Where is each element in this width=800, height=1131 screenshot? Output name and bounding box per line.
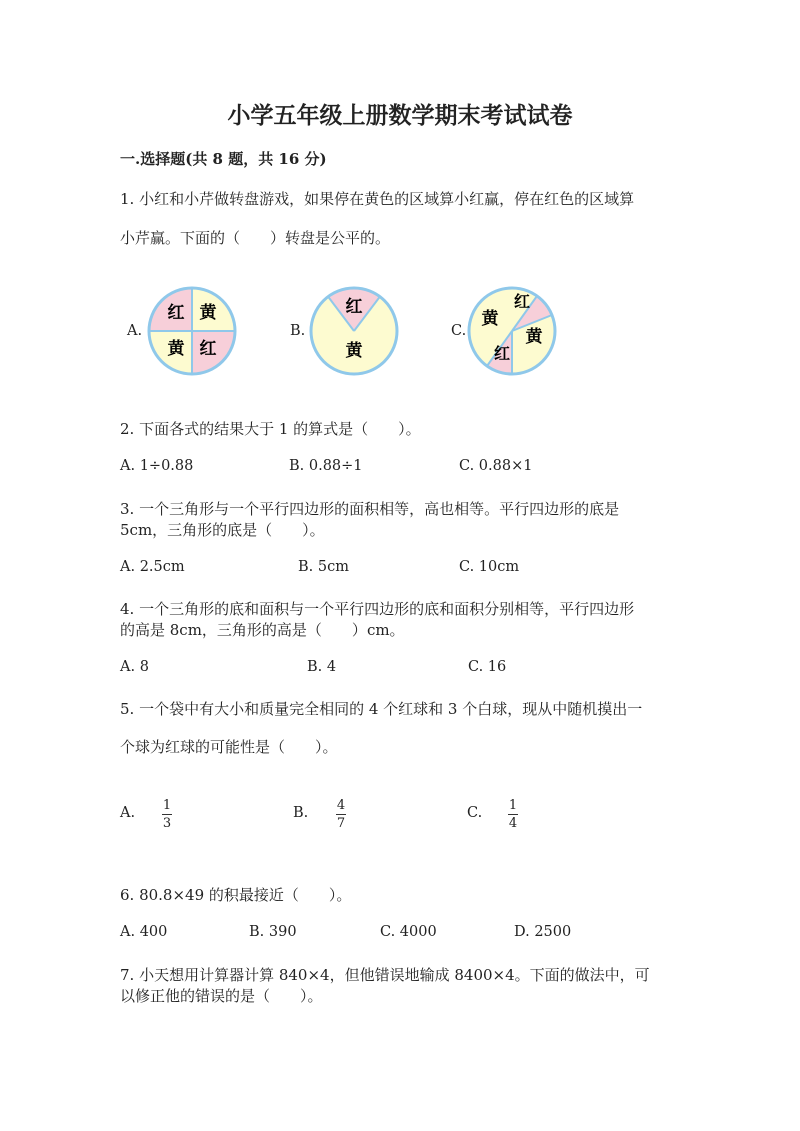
spinner-c-label-red: 红 bbox=[513, 292, 531, 311]
q4-option-c: C. 16 bbox=[468, 659, 507, 675]
q1-spinner-a bbox=[146, 285, 238, 377]
q4-option-b: B. 4 bbox=[307, 659, 337, 675]
fraction-denominator: 3 bbox=[162, 816, 172, 831]
q4-option-a: A. 8 bbox=[120, 659, 149, 675]
spinner-c-label-yellow: 黄 bbox=[525, 327, 543, 347]
q6-stem: 6. 80.8×49 的积最接近（ ）。 bbox=[120, 886, 352, 904]
q1-option-b-label: B. bbox=[290, 323, 306, 339]
fraction-denominator: 4 bbox=[508, 816, 518, 831]
q5-option-a-fraction bbox=[162, 799, 172, 830]
fraction-bar bbox=[162, 814, 172, 815]
spinner-a-label-yellow: 黄 bbox=[167, 339, 185, 359]
spinner-b-label-red: 红 bbox=[345, 297, 363, 317]
q1-option-a-label: A. bbox=[127, 323, 143, 339]
q5-option-c-label: C. bbox=[467, 805, 483, 821]
page-title: 小学五年级上册数学期末考试试卷 bbox=[227, 102, 573, 129]
q7-line2: 以修正他的错误的是（ ）。 bbox=[120, 987, 323, 1005]
spinner-a-label-red: 红 bbox=[199, 339, 217, 359]
q4-line2: 的高是 8cm，三角形的高是（ ）cm。 bbox=[120, 621, 405, 639]
fraction-numerator: 1 bbox=[508, 798, 518, 813]
q3-line2: 5cm，三角形的底是（ ）。 bbox=[120, 521, 325, 539]
fraction-denominator: 7 bbox=[336, 816, 346, 831]
q6-option-d: D. 2500 bbox=[514, 924, 572, 940]
fraction-bar bbox=[508, 814, 518, 815]
q5-line1: 5. 一个袋中有大小和质量完全相同的 4 个红球和 3 个白球，现从中随机摸出一 bbox=[120, 700, 643, 718]
q3-line1: 3. 一个三角形与一个平行四边形的面积相等，高也相等。平行四边形的底是 bbox=[120, 500, 620, 518]
q3-option-b: B. 5cm bbox=[298, 559, 349, 575]
q4-line1: 4. 一个三角形的底和面积与一个平行四边形的底和面积分别相等，平行四边形 bbox=[120, 600, 635, 618]
spinner-a-label-red: 红 bbox=[167, 303, 185, 323]
q3-option-a: A. 2.5cm bbox=[120, 559, 185, 575]
q2-option-a: A. 1÷0.88 bbox=[120, 458, 194, 474]
q1-spinner-b bbox=[308, 285, 400, 377]
q6-option-b: B. 390 bbox=[249, 924, 297, 940]
q1-spinner-c bbox=[466, 285, 558, 377]
q6-option-a: A. 400 bbox=[120, 924, 168, 940]
q2-option-b: B. 0.88÷1 bbox=[289, 458, 363, 474]
spinner-b-label-yellow: 黄 bbox=[345, 341, 363, 361]
q2-option-c: C. 0.88×1 bbox=[459, 458, 533, 474]
q5-option-c-fraction bbox=[508, 799, 518, 830]
q2-stem: 2. 下面各式的结果大于 1 的算式是（ ）。 bbox=[120, 420, 421, 438]
fraction-numerator: 4 bbox=[336, 798, 346, 813]
q1-line2: 小芹赢。下面的（ ）转盘是公平的。 bbox=[120, 229, 391, 247]
spinner-a-label-yellow: 黄 bbox=[199, 303, 217, 323]
section-heading: 一.选择题(共 8 题，共 16 分) bbox=[120, 150, 327, 168]
q1-option-c-label: C. bbox=[451, 323, 467, 339]
q1-line1: 1. 小红和小芹做转盘游戏，如果停在黄色的区域算小红赢，停在红色的区域算 bbox=[120, 190, 635, 208]
fraction-numerator: 1 bbox=[162, 798, 172, 813]
q3-option-c: C. 10cm bbox=[459, 559, 520, 575]
q7-line1: 7. 小天想用计算器计算 840×4，但他错误地输成 8400×4。下面的做法中，可 bbox=[120, 966, 650, 984]
spinner-c-label-yellow: 黄 bbox=[481, 309, 499, 329]
spinner-c-label-red: 红 bbox=[493, 344, 511, 363]
fraction-bar bbox=[336, 814, 346, 815]
q6-option-c: C. 4000 bbox=[380, 924, 437, 940]
q5-option-b-fraction bbox=[336, 799, 346, 830]
q5-line2: 个球为红球的可能性是（ ）。 bbox=[120, 738, 338, 756]
q5-option-a-label: A. bbox=[120, 805, 136, 821]
q5-option-b-label: B. bbox=[293, 805, 309, 821]
